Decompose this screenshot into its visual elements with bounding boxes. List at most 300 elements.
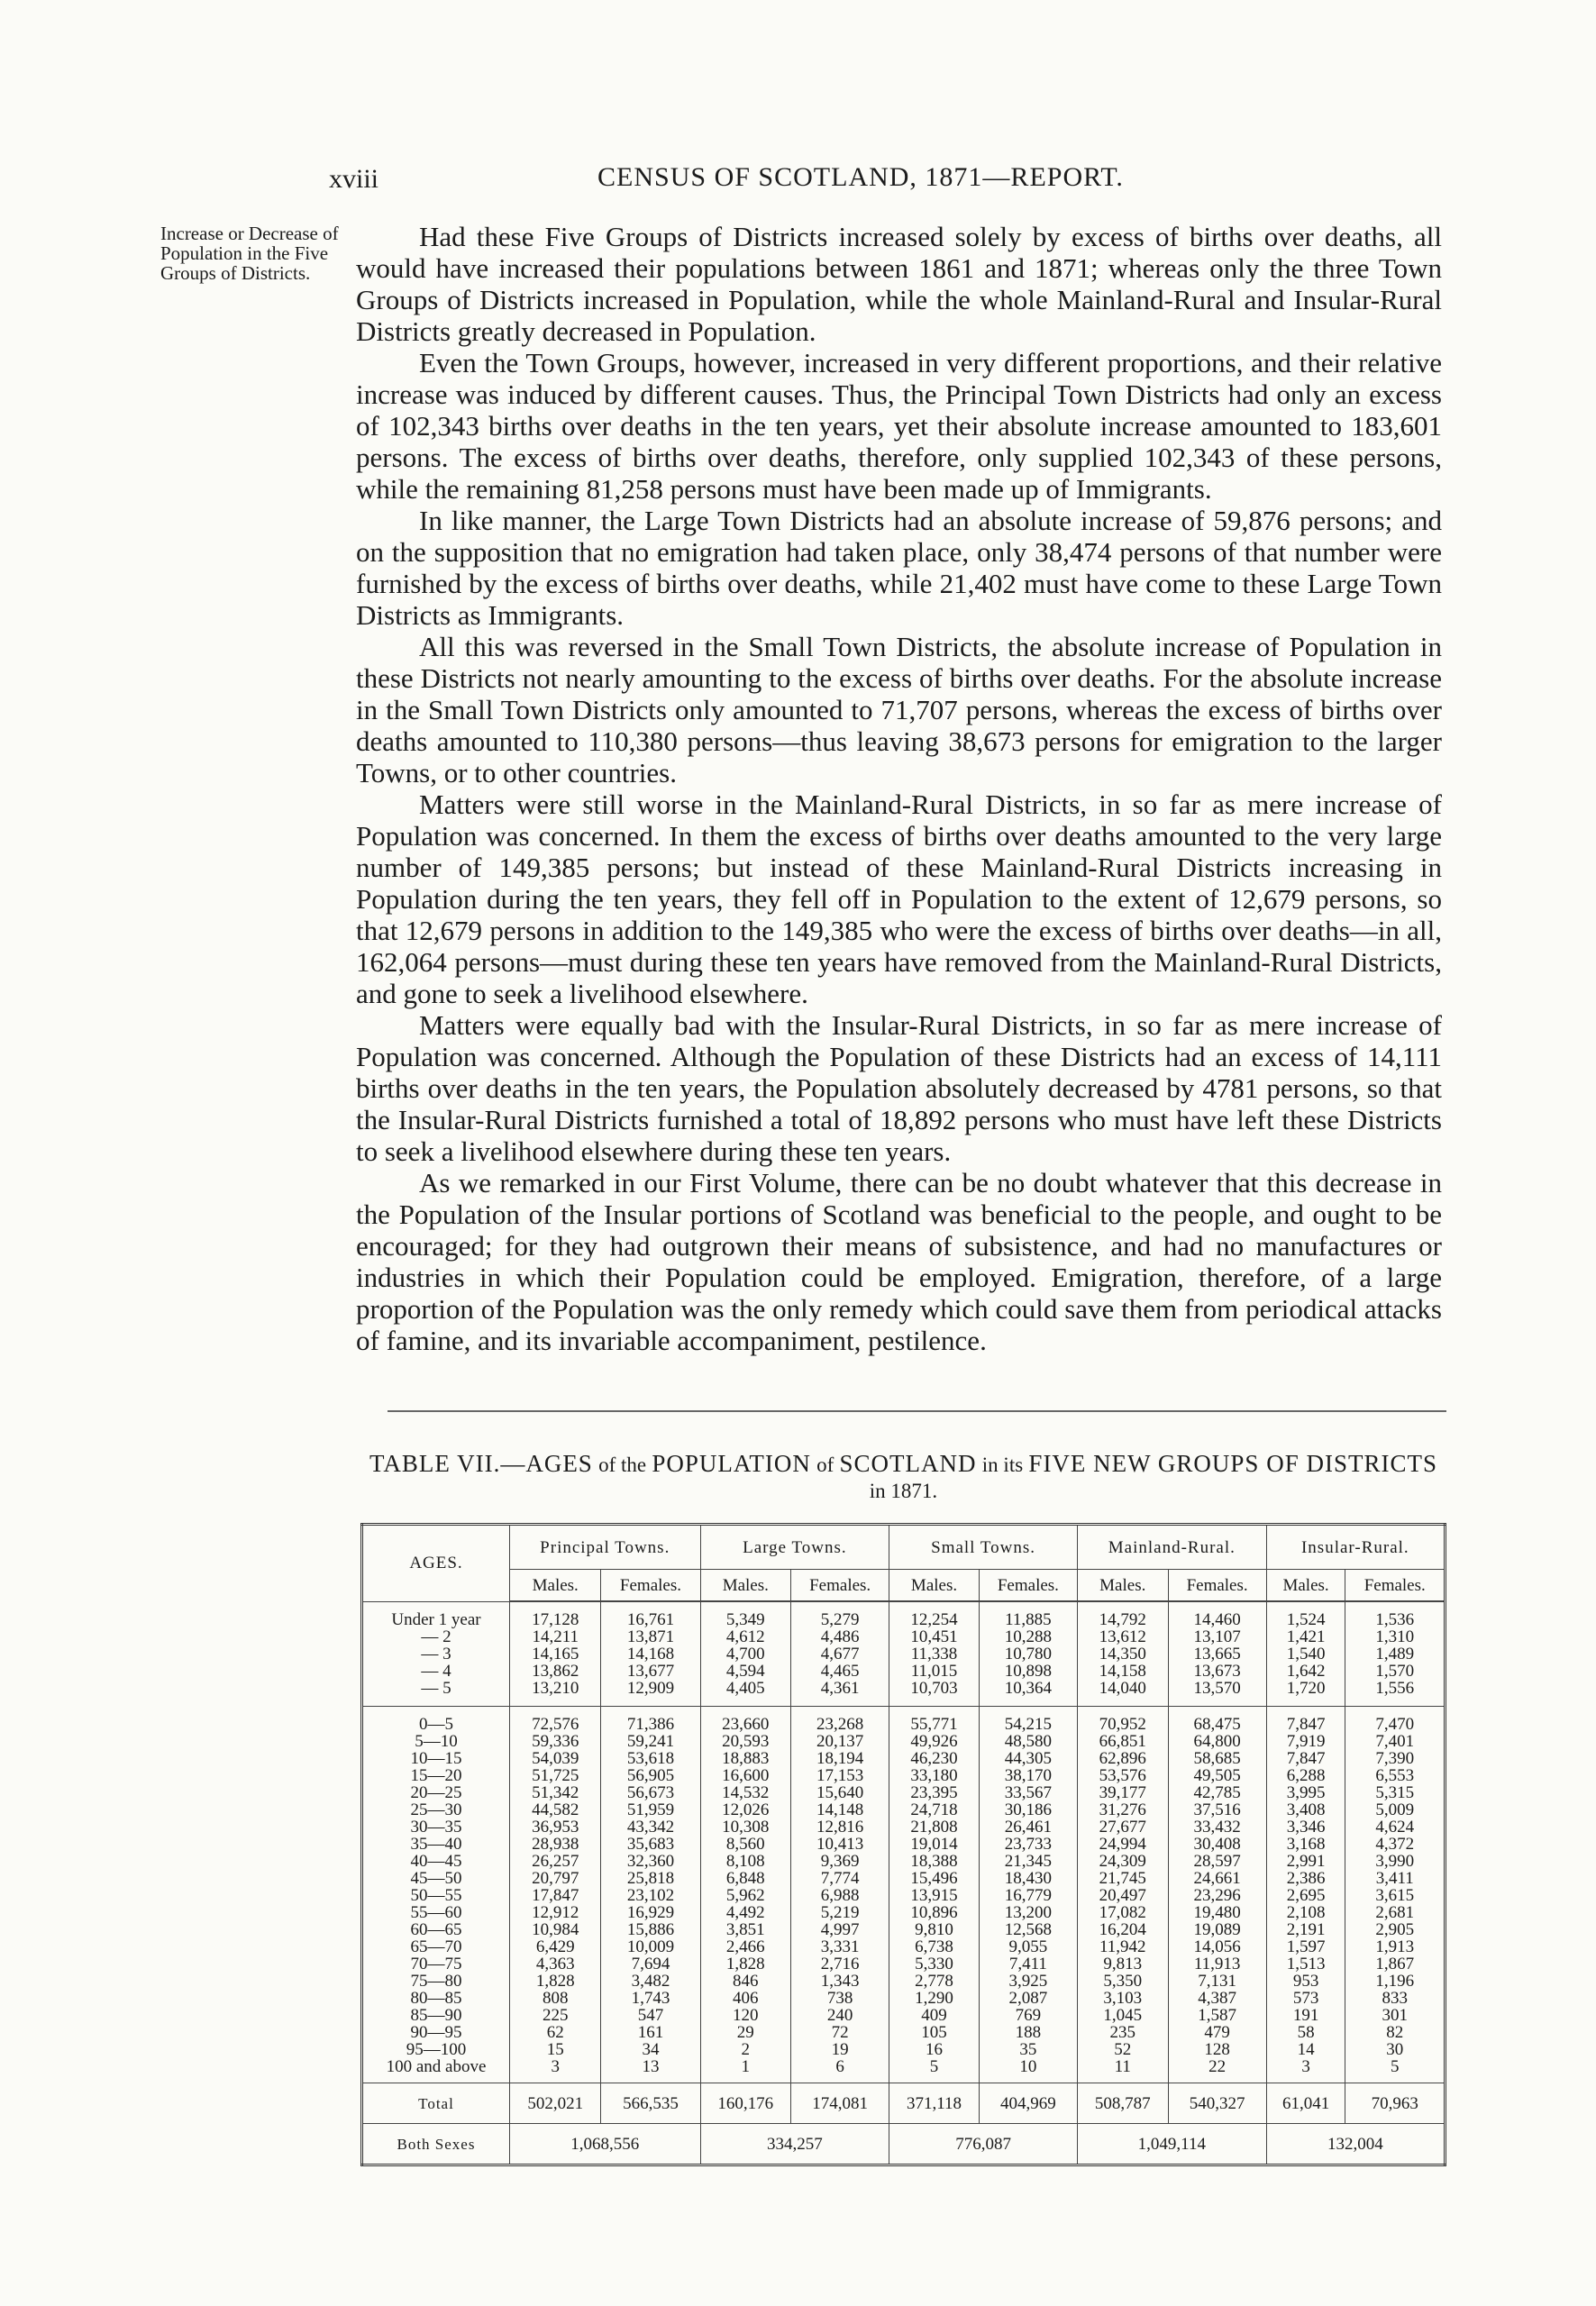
value-cell: 28,597 (1168, 1853, 1266, 1870)
value-cell: 18,430 (979, 1870, 1077, 1887)
age-cell: 15—20 (362, 1767, 510, 1784)
value-cell: 16,779 (979, 1887, 1077, 1904)
both-sexes-cell: 132,004 (1266, 2124, 1445, 2165)
table-row (362, 1921, 1446, 1938)
table-row (362, 1784, 1446, 1801)
value-cell: 3,851 (700, 1921, 791, 1938)
value-cell: 13,612 (1077, 1628, 1168, 1645)
value-cell: 4,361 (791, 1680, 889, 1707)
value-cell: 16,600 (700, 1767, 791, 1784)
value-cell: 6,848 (700, 1870, 791, 1887)
group-header-principal-towns: Principal Towns. (510, 1525, 701, 1570)
value-cell: 36,953 (510, 1818, 601, 1836)
value-cell: 3,331 (791, 1938, 889, 1955)
value-cell: 6,553 (1345, 1767, 1446, 1784)
value-cell: 3,408 (1266, 1801, 1345, 1818)
value-cell: 13,107 (1168, 1628, 1266, 1645)
value-cell: 6,288 (1266, 1767, 1345, 1784)
value-cell: 20,797 (510, 1870, 601, 1887)
value-cell: 13 (601, 2058, 700, 2083)
age-cell: — 3 (362, 1645, 510, 1663)
both-sexes-row (362, 2124, 1446, 2165)
value-cell: 4,387 (1168, 1990, 1266, 2007)
value-cell: 62,896 (1077, 1750, 1168, 1767)
value-cell: 2,466 (700, 1938, 791, 1955)
age-cell: 35—40 (362, 1836, 510, 1853)
value-cell: 26,461 (979, 1818, 1077, 1836)
value-cell: 16,929 (601, 1904, 700, 1921)
value-cell: 3,990 (1345, 1853, 1446, 1870)
value-cell: 30,408 (1168, 1836, 1266, 1853)
table-row (362, 1707, 1446, 1734)
age-cell: — 4 (362, 1663, 510, 1680)
value-cell: 1,196 (1345, 1973, 1446, 1990)
age-cell: 45—50 (362, 1870, 510, 1887)
value-cell: 35,683 (601, 1836, 700, 1853)
value-cell: 2,108 (1266, 1904, 1345, 1921)
ages-table (360, 1523, 1446, 2166)
value-cell: 14,532 (700, 1784, 791, 1801)
value-cell: 5,279 (791, 1601, 889, 1628)
value-cell: 13,862 (510, 1663, 601, 1680)
value-cell: 17,128 (510, 1601, 601, 1628)
value-cell: 72 (791, 2024, 889, 2041)
table-row (362, 1938, 1446, 1955)
value-cell: 14,148 (791, 1801, 889, 1818)
value-cell: 6,988 (791, 1887, 889, 1904)
value-cell: 1,540 (1266, 1645, 1345, 1663)
value-cell: 161 (601, 2024, 700, 2041)
value-cell: 10,896 (889, 1904, 980, 1921)
table-row (362, 1750, 1446, 1767)
value-cell: 5,330 (889, 1955, 980, 1973)
table-row (362, 2058, 1446, 2083)
value-cell: 19,089 (1168, 1921, 1266, 1938)
both-sexes-cell: 334,257 (700, 2124, 889, 2165)
group-header-large-towns: Large Towns. (700, 1525, 889, 1570)
value-cell: 14,350 (1077, 1645, 1168, 1663)
value-cell: 7,774 (791, 1870, 889, 1887)
value-cell: 13,871 (601, 1628, 700, 1645)
value-cell: 23,268 (791, 1707, 889, 1734)
value-cell: 1,867 (1345, 1955, 1446, 1973)
value-cell: 53,576 (1077, 1767, 1168, 1784)
value-cell: 16,761 (601, 1601, 700, 1628)
value-cell: 25,818 (601, 1870, 700, 1887)
value-cell: 7,411 (979, 1955, 1077, 1973)
value-cell: 54,039 (510, 1750, 601, 1767)
table-title-groups: FIVE NEW GROUPS OF DISTRICTS (1028, 1450, 1437, 1477)
table-row (362, 1801, 1446, 1818)
value-cell: 68,475 (1168, 1707, 1266, 1734)
value-cell: 24,718 (889, 1801, 980, 1818)
value-cell: 2,087 (979, 1990, 1077, 2007)
value-cell: 5,315 (1345, 1784, 1446, 1801)
value-cell: 52 (1077, 2041, 1168, 2058)
value-cell: 3,482 (601, 1973, 700, 1990)
value-cell: 833 (1345, 1990, 1446, 2007)
value-cell: 8,560 (700, 1836, 791, 1853)
value-cell: 23,395 (889, 1784, 980, 1801)
table-row (362, 1887, 1446, 1904)
total-cell: 404,969 (979, 2083, 1077, 2124)
value-cell: 10,288 (979, 1628, 1077, 1645)
age-cell: 95—100 (362, 2041, 510, 2058)
value-cell: 44,582 (510, 1801, 601, 1818)
table-title-year: in 1871. (869, 1480, 938, 1502)
value-cell: 4,486 (791, 1628, 889, 1645)
value-cell: 14,168 (601, 1645, 700, 1663)
value-cell: 11,913 (1168, 1955, 1266, 1973)
value-cell: 9,055 (979, 1938, 1077, 1955)
value-cell: 2,778 (889, 1973, 980, 1990)
table-row (362, 1818, 1446, 1836)
age-cell: 100 and above (362, 2058, 510, 2083)
value-cell: 54,215 (979, 1707, 1077, 1734)
table-row (362, 1870, 1446, 1887)
value-cell: 38,170 (979, 1767, 1077, 1784)
table-row (362, 2024, 1446, 2041)
value-cell: 13,677 (601, 1663, 700, 1680)
value-cell: 29 (700, 2024, 791, 2041)
value-cell: 17,082 (1077, 1904, 1168, 1921)
value-cell: 49,505 (1168, 1767, 1266, 1784)
value-cell: 43,342 (601, 1818, 700, 1836)
section-divider (388, 1410, 1446, 1412)
value-cell: 225 (510, 2007, 601, 2024)
table-title-scotland: SCOTLAND (839, 1450, 977, 1477)
value-cell: 808 (510, 1990, 601, 2007)
value-cell: 51,725 (510, 1767, 601, 1784)
paragraph: In like manner, the Large Town Districts had an absolute increase of 59,876 persons; and on the supposition that no emigration had taken place, only 38,474 persons of that number were furnished by the excess of births over deaths, while 21,402 must have come to these Large Town Districts as Immigrants. (356, 505, 1442, 631)
value-cell: 4,594 (700, 1663, 791, 1680)
running-title: CENSUS OF SCOTLAND, 1871—REPORT. (597, 162, 1124, 192)
value-cell: 1,570 (1345, 1663, 1446, 1680)
value-cell: 3,995 (1266, 1784, 1345, 1801)
report-body (356, 221, 1442, 1356)
value-cell: 3 (1266, 2058, 1345, 2083)
value-cell: 4,700 (700, 1645, 791, 1663)
value-cell: 33,432 (1168, 1818, 1266, 1836)
females-header: Females. (979, 1570, 1077, 1602)
value-cell: 26,257 (510, 1853, 601, 1870)
value-cell: 10,009 (601, 1938, 700, 1955)
value-cell: 14 (1266, 2041, 1345, 2058)
value-cell: 6 (791, 2058, 889, 2083)
value-cell: 31,276 (1077, 1801, 1168, 1818)
table-row (362, 1663, 1446, 1680)
value-cell: 4,372 (1345, 1836, 1446, 1853)
value-cell: 1 (700, 2058, 791, 2083)
value-cell: 17,847 (510, 1887, 601, 1904)
value-cell: 14,158 (1077, 1663, 1168, 1680)
paragraph: As we remarked in our First Volume, there can be no doubt whatever that this decrease in the Population of the Insular portions of Scotland was beneficial to the people, and ought to be encouraged; for they had outgrown their means of subsistence, and had no manufactures or industries in which their Population could be employed. Emigration, therefore, of a large proportion of the Population was the only remedy which could save them from periodical attacks of famine, and its invariable accompaniment, pestilence. (356, 1167, 1442, 1356)
table-row (362, 2007, 1446, 2024)
value-cell: 2,191 (1266, 1921, 1345, 1938)
value-cell: 10,413 (791, 1836, 889, 1853)
value-cell: 1,421 (1266, 1628, 1345, 1645)
value-cell: 1,524 (1266, 1601, 1345, 1628)
value-cell: 409 (889, 2007, 980, 2024)
total-row (362, 2083, 1446, 2124)
value-cell: 11,015 (889, 1663, 980, 1680)
value-cell: 53,618 (601, 1750, 700, 1767)
value-cell: 10,451 (889, 1628, 980, 1645)
value-cell: 51,959 (601, 1801, 700, 1818)
paragraph: All this was reversed in the Small Town Districts, the absolute increase of Population in these Districts not nearly amounting to the excess of births over deaths. For the absolute increase in the Small Town Districts only amounted to 71,707 persons, whereas the excess of births over deaths amounted to 110,380 persons—thus leaving 38,673 persons for emigration to the larger Towns, or to other countries. (356, 631, 1442, 788)
five-year-rows (362, 1707, 1446, 2083)
value-cell: 27,677 (1077, 1818, 1168, 1836)
value-cell: 11,942 (1077, 1938, 1168, 1955)
value-cell: 1,045 (1077, 2007, 1168, 2024)
value-cell: 2,695 (1266, 1887, 1345, 1904)
age-cell: — 5 (362, 1680, 510, 1707)
value-cell: 15,886 (601, 1921, 700, 1938)
value-cell: 7,847 (1266, 1707, 1345, 1734)
value-cell: 21,745 (1077, 1870, 1168, 1887)
table-row (362, 1955, 1446, 1973)
age-cell: 10—15 (362, 1750, 510, 1767)
value-cell: 1,720 (1266, 1680, 1345, 1707)
value-cell: 20,593 (700, 1733, 791, 1750)
value-cell: 4,997 (791, 1921, 889, 1938)
value-cell: 19,480 (1168, 1904, 1266, 1921)
value-cell: 1,310 (1345, 1628, 1446, 1645)
value-cell: 9,810 (889, 1921, 980, 1938)
value-cell: 28,938 (510, 1836, 601, 1853)
page-number: xviii (329, 164, 379, 194)
age-cell: 20—25 (362, 1784, 510, 1801)
value-cell: 3,925 (979, 1973, 1077, 1990)
value-cell: 12,816 (791, 1818, 889, 1836)
value-cell: 11 (1077, 2058, 1168, 2083)
value-cell: 30 (1345, 2041, 1446, 2058)
value-cell: 46,230 (889, 1750, 980, 1767)
males-header: Males. (889, 1570, 980, 1602)
value-cell: 5,350 (1077, 1973, 1168, 1990)
table-row (362, 1733, 1446, 1750)
value-cell: 6,429 (510, 1938, 601, 1955)
value-cell: 18,194 (791, 1750, 889, 1767)
table-title-of2: of (816, 1454, 834, 1476)
value-cell: 6,738 (889, 1938, 980, 1955)
value-cell: 7,390 (1345, 1750, 1446, 1767)
males-header: Males. (1266, 1570, 1345, 1602)
value-cell: 70,952 (1077, 1707, 1168, 1734)
value-cell: 10 (979, 2058, 1077, 2083)
value-cell: 7,694 (601, 1955, 700, 1973)
value-cell: 14,056 (1168, 1938, 1266, 1955)
value-cell: 547 (601, 2007, 700, 2024)
value-cell: 18,883 (700, 1750, 791, 1767)
paragraph: Even the Town Groups, however, increased in very different proportions, and their relative increase was induced by different causes. Thus, the Principal Town Districts had only an excess of 102,343 births over deaths in the ten years, yet their absolute increase amounted to 183,601 persons. The excess of births over deaths, therefore, only supplied 102,343 of these persons, while the remaining 81,258 persons must have been made up of Immigrants. (356, 347, 1442, 505)
value-cell: 23,102 (601, 1887, 700, 1904)
value-cell: 2,681 (1345, 1904, 1446, 1921)
females-header: Females. (1168, 1570, 1266, 1602)
value-cell: 1,290 (889, 1990, 980, 2007)
value-cell: 3 (510, 2058, 601, 2083)
value-cell: 13,665 (1168, 1645, 1266, 1663)
table-row (362, 1836, 1446, 1853)
age-cell: 80—85 (362, 1990, 510, 2007)
age-cell: 40—45 (362, 1853, 510, 1870)
value-cell: 19,014 (889, 1836, 980, 1853)
value-cell: 30,186 (979, 1801, 1077, 1818)
value-cell: 19 (791, 2041, 889, 2058)
value-cell: 1,489 (1345, 1645, 1446, 1663)
value-cell: 2,991 (1266, 1853, 1345, 1870)
table-row (362, 2041, 1446, 2058)
females-header: Females. (1345, 1570, 1446, 1602)
value-cell: 1,828 (700, 1955, 791, 1973)
value-cell: 33,567 (979, 1784, 1077, 1801)
table-row (362, 1853, 1446, 1870)
age-cell: 75—80 (362, 1973, 510, 1990)
age-cell: Under 1 year (362, 1601, 510, 1628)
value-cell: 1,513 (1266, 1955, 1345, 1973)
value-cell: 18,388 (889, 1853, 980, 1870)
value-cell: 1,556 (1345, 1680, 1446, 1707)
value-cell: 15 (510, 2041, 601, 2058)
value-cell: 11,338 (889, 1645, 980, 1663)
table-title-prefix: TABLE VII.—AGES (369, 1450, 593, 1477)
both-sexes-cell: 776,087 (889, 2124, 1078, 2165)
age-cell: 90—95 (362, 2024, 510, 2041)
value-cell: 479 (1168, 2024, 1266, 2041)
value-cell: 17,153 (791, 1767, 889, 1784)
value-cell: 24,661 (1168, 1870, 1266, 1887)
value-cell: 191 (1266, 2007, 1345, 2024)
age-cell: 55—60 (362, 1904, 510, 1921)
age-cell: 50—55 (362, 1887, 510, 1904)
value-cell: 3,168 (1266, 1836, 1345, 1853)
value-cell: 953 (1266, 1973, 1345, 1990)
value-cell: 13,570 (1168, 1680, 1266, 1707)
value-cell: 22 (1168, 2058, 1266, 2083)
value-cell: 188 (979, 2024, 1077, 2041)
value-cell: 4,677 (791, 1645, 889, 1663)
value-cell: 5 (889, 2058, 980, 2083)
value-cell: 4,492 (700, 1904, 791, 1921)
value-cell: 4,405 (700, 1680, 791, 1707)
age-cell: 70—75 (362, 1955, 510, 1973)
value-cell: 240 (791, 2007, 889, 2024)
value-cell: 10,364 (979, 1680, 1077, 1707)
value-cell: 9,813 (1077, 1955, 1168, 1973)
value-cell: 3,615 (1345, 1887, 1446, 1904)
age-cell: 85—90 (362, 2007, 510, 2024)
both-sexes-label: Both Sexes (362, 2124, 510, 2165)
females-header: Females. (601, 1570, 700, 1602)
males-header: Males. (510, 1570, 601, 1602)
value-cell: 738 (791, 1990, 889, 2007)
value-cell: 7,847 (1266, 1750, 1345, 1767)
value-cell: 33,180 (889, 1767, 980, 1784)
table-title-in: in its (981, 1454, 1024, 1476)
value-cell: 7,919 (1266, 1733, 1345, 1750)
value-cell: 51,342 (510, 1784, 601, 1801)
paragraph: Matters were equally bad with the Insular-Rural Districts, in so far as mere increase of Population was concerned. Although the Population of these Districts had an excess of 14,111 births over deaths in the ten years, the Population absolutely decreased by 4781 persons, so that the Insular-Rural Districts furnished a total of 18,892 persons who must have left these Districts to seek a livelihood elsewhere during these ten years. (356, 1009, 1442, 1167)
value-cell: 23,296 (1168, 1887, 1266, 1904)
value-cell: 49,926 (889, 1733, 980, 1750)
value-cell: 13,915 (889, 1887, 980, 1904)
value-cell: 21,345 (979, 1853, 1077, 1870)
value-cell: 13,673 (1168, 1663, 1266, 1680)
value-cell: 44,305 (979, 1750, 1077, 1767)
value-cell: 235 (1077, 2024, 1168, 2041)
value-cell: 1,642 (1266, 1663, 1345, 1680)
value-cell: 4,612 (700, 1628, 791, 1645)
value-cell: 5,349 (700, 1601, 791, 1628)
marginal-note: Increase or Decrease of Population in the Five Groups of Districts. (160, 223, 339, 284)
value-cell: 12,912 (510, 1904, 601, 1921)
value-cell: 16,204 (1077, 1921, 1168, 1938)
value-cell: 1,587 (1168, 2007, 1266, 2024)
value-cell: 1,343 (791, 1973, 889, 1990)
value-cell: 12,026 (700, 1801, 791, 1818)
value-cell: 14,460 (1168, 1601, 1266, 1628)
value-cell: 14,040 (1077, 1680, 1168, 1707)
value-cell: 35 (979, 2041, 1077, 2058)
group-header-small-towns: Small Towns. (889, 1525, 1078, 1570)
value-cell: 23,660 (700, 1707, 791, 1734)
total-cell: 70,963 (1345, 2083, 1446, 2124)
value-cell: 769 (979, 2007, 1077, 2024)
value-cell: 58,685 (1168, 1750, 1266, 1767)
age-cell: 5—10 (362, 1733, 510, 1750)
value-cell: 846 (700, 1973, 791, 1990)
value-cell: 2,386 (1266, 1870, 1345, 1887)
value-cell: 15,496 (889, 1870, 980, 1887)
paragraph: Had these Five Groups of Districts increased solely by excess of births over deaths, all would have increased their populations between 1861 and 1871; whereas only the three Town Groups of Districts increased in Population, while the whole Mainland-Rural and Insular-Rural Districts greatly decreased in Population. (356, 221, 1442, 347)
value-cell: 301 (1345, 2007, 1446, 2024)
table-title-population: POPULATION (652, 1450, 811, 1477)
value-cell: 12,568 (979, 1921, 1077, 1938)
value-cell: 1,743 (601, 1990, 700, 2007)
females-header: Females. (791, 1570, 889, 1602)
value-cell: 37,516 (1168, 1801, 1266, 1818)
table-title-of: of the (598, 1454, 647, 1476)
value-cell: 15,640 (791, 1784, 889, 1801)
total-cell: 61,041 (1266, 2083, 1345, 2124)
value-cell: 12,254 (889, 1601, 980, 1628)
value-cell: 5,219 (791, 1904, 889, 1921)
age-cell: 30—35 (362, 1818, 510, 1836)
value-cell: 11,885 (979, 1601, 1077, 1628)
ages-header: AGES. (362, 1525, 510, 1602)
value-cell: 10,984 (510, 1921, 601, 1938)
age-cell: 0—5 (362, 1707, 510, 1734)
table-title (360, 1451, 1446, 1504)
value-cell: 2 (700, 2041, 791, 2058)
value-cell: 10,308 (700, 1818, 791, 1836)
value-cell: 128 (1168, 2041, 1266, 2058)
total-cell: 540,327 (1168, 2083, 1266, 2124)
value-cell: 14,165 (510, 1645, 601, 1663)
total-cell: 508,787 (1077, 2083, 1168, 2124)
total-cell: 371,118 (889, 2083, 980, 2124)
table-row (362, 1645, 1446, 1663)
value-cell: 3,346 (1266, 1818, 1345, 1836)
value-cell: 4,363 (510, 1955, 601, 1973)
value-cell: 13,200 (979, 1904, 1077, 1921)
total-cell: 160,176 (700, 2083, 791, 2124)
value-cell: 16 (889, 2041, 980, 2058)
single-year-rows (362, 1601, 1446, 1707)
value-cell: 59,336 (510, 1733, 601, 1750)
value-cell: 32,360 (601, 1853, 700, 1870)
table-row (362, 1973, 1446, 1990)
